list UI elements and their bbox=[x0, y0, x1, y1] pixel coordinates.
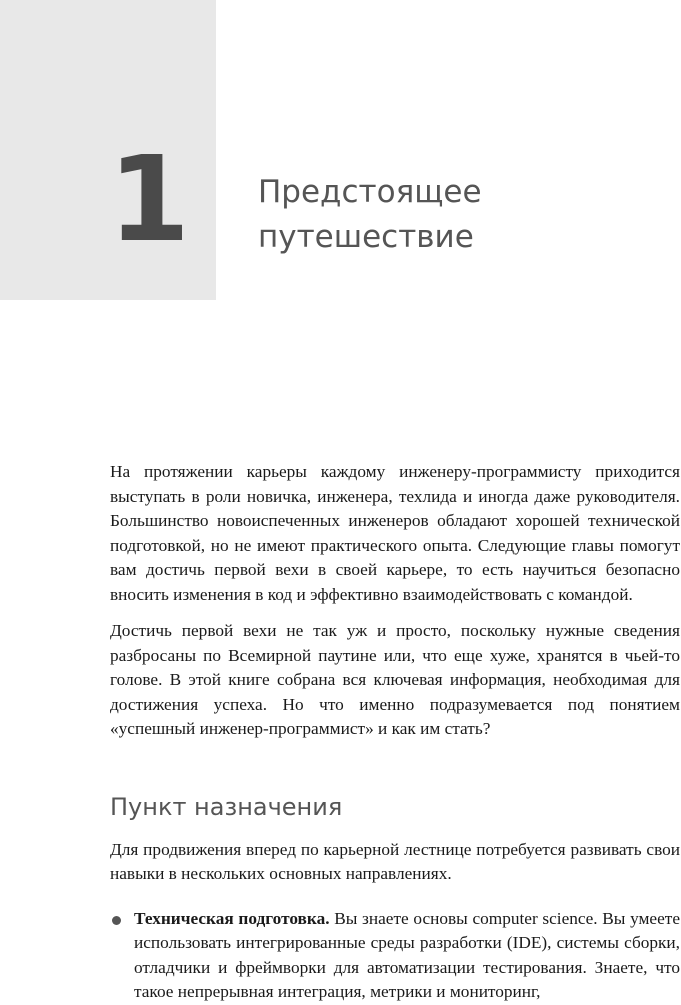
section-intro: Для продвижения вперед по карьерной лестнице потребуется развивать свои навыки в нескольких основных направлениях. bbox=[110, 839, 680, 883]
section-heading: Пункт назначения bbox=[110, 792, 343, 821]
bullet-text: Вы знаете основы computer science. Вы умеете использовать интегрированные среды разработки (IDE), системы сборки, отладчики и фреймворки для автоматизации тестирования. Знаете, что такое непрерывная интеграция, метрики и мониторинг, bbox=[134, 908, 680, 1001]
bullet-item bbox=[110, 907, 680, 1005]
chapter-body bbox=[110, 460, 680, 1005]
bullet-term: Техническая подготовка. bbox=[134, 908, 330, 928]
paragraph-2: Достичь первой вехи не так уж и просто, поскольку нужные сведения разбросаны по Всемирной паутине или, что еще хуже, хранятся в чьей-то голове. В этой книге собрана вся ключевая информация, необходимая для достижения успеха. Но что именно подразумевается под понятием «успешный инженер-программист» и как им стать? bbox=[110, 621, 680, 738]
chapter-title-line-1: Предстоящее bbox=[258, 174, 482, 210]
chapter-title bbox=[258, 170, 638, 260]
chapter-number: 1 bbox=[108, 130, 187, 268]
paragraph-1: На протяжении карьеры каждому инженеру-программисту приходится выступать в роли новичка, инженера, техлида и иногда даже руководителя. Большинство новоиспеченных инженеров обладают хорошей технической подготовкой, но не имеют практического опыта. Следующие главы помогут вам достичь первой вехи в своей карьере, то есть научиться безопасно вносить изменения в код и эффективно взаимодействовать с командой. bbox=[110, 462, 680, 604]
chapter-title-line-2: путешествие bbox=[258, 219, 474, 255]
bullet-list bbox=[110, 907, 680, 1005]
bullet-icon bbox=[112, 916, 121, 925]
